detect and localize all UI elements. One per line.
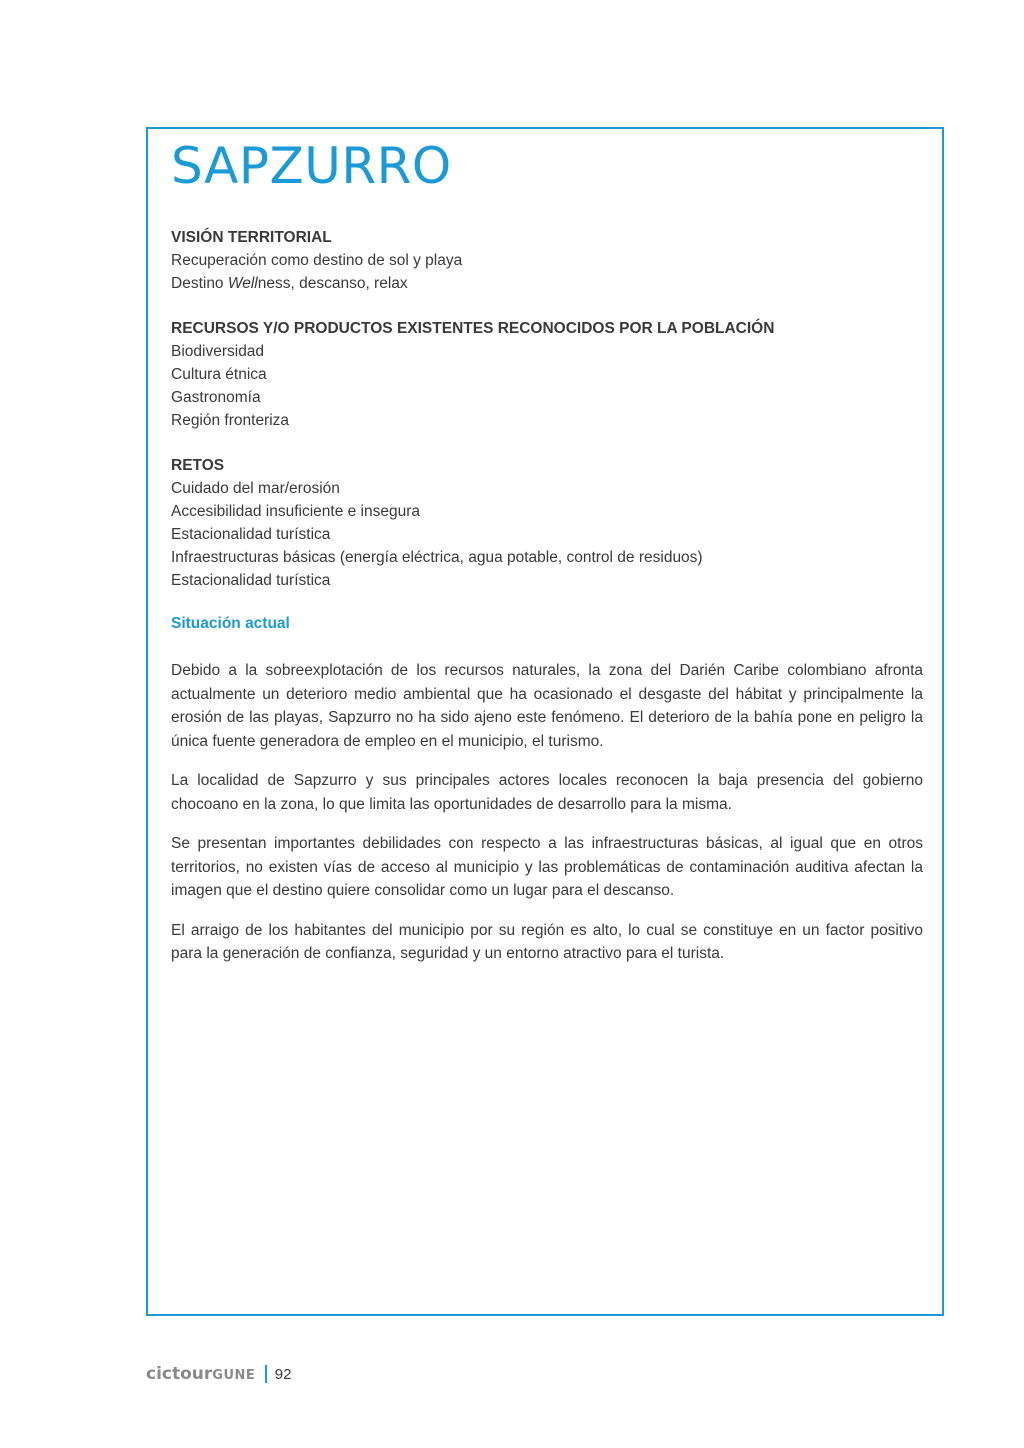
retos-item: Infraestructuras básicas (energía eléctrica, agua potable, control de residuos) — [171, 549, 703, 566]
recursos-item: Región fronteriza — [171, 412, 290, 429]
vision-line-2-suffix: ness, descanso, relax — [257, 275, 408, 292]
recursos-heading: RECURSOS Y/O PRODUCTOS EXISTENTES RECONOCIDOS POR LA POBLACIÓN — [171, 320, 775, 337]
situacion-body — [171, 659, 923, 966]
retos-item: Cuidado del mar/erosión — [171, 480, 340, 497]
vision-line-2-prefix: Destino — [171, 275, 228, 292]
logo-lower-text: cictour — [146, 1364, 213, 1384]
body-paragraph: La localidad de Sapzurro y sus principales actores locales reconocen la baja presencia del gobierno chocoano en la zona, lo que limita las oportunidades de desarrollo para la misma. — [171, 772, 923, 813]
situacion-heading: Situación actual — [171, 615, 290, 632]
recursos-section — [171, 317, 923, 432]
retos-item: Accesibilidad insuficiente e insegura — [171, 503, 421, 520]
retos-heading: RETOS — [171, 457, 225, 474]
vision-line-2 — [171, 272, 923, 295]
vision-section — [171, 226, 923, 295]
recursos-item: Cultura étnica — [171, 366, 267, 383]
retos-section — [171, 454, 923, 592]
body-paragraph: Debido a la sobreexplotación de los recursos naturales, la zona del Darién Caribe colombiano afronta actualmente un deterioro medio ambiental que ha ocasionado el desgaste del hábitat y principalmente la erosión de las playas, Sapzurro no ha sido ajeno este fenómeno. El deterioro de la bahía pone en peligro la única fuente generadora de empleo en el municipio, el turismo. — [171, 662, 923, 750]
page-title: SAPZURRO — [171, 137, 452, 195]
vision-heading: VISIÓN TERRITORIAL — [171, 229, 332, 246]
recursos-item: Gastronomía — [171, 389, 261, 406]
cictourgune-logo — [146, 1364, 255, 1384]
page-content — [171, 134, 923, 982]
page-footer — [146, 1360, 291, 1388]
page-number: 92 — [274, 1365, 292, 1383]
body-paragraph: El arraigo de los habitantes del municipio por su región es alto, lo cual se constituye en un factor positivo para la generación de confianza, seguridad y un entorno atractivo para el turista. — [171, 921, 923, 962]
vision-line-1: Recuperación como destino de sol y playa — [171, 252, 463, 269]
retos-item: Estacionalidad turística — [171, 572, 331, 589]
body-paragraph: Se presentan importantes debilidades con respecto a las infraestructuras básicas, al igual que en otros territorios, no existen vías de acceso al municipio y las problemáticas de contaminación auditiva afectan la imagen que el destino quiere consolidar como un lugar para el descanso. — [171, 835, 923, 899]
footer-separator — [265, 1365, 267, 1383]
recursos-item: Biodiversidad — [171, 343, 265, 360]
logo-upper-text: GUNE — [212, 1368, 256, 1383]
vision-line-2-italic: Well — [227, 275, 258, 292]
retos-item: Estacionalidad turística — [171, 526, 331, 543]
